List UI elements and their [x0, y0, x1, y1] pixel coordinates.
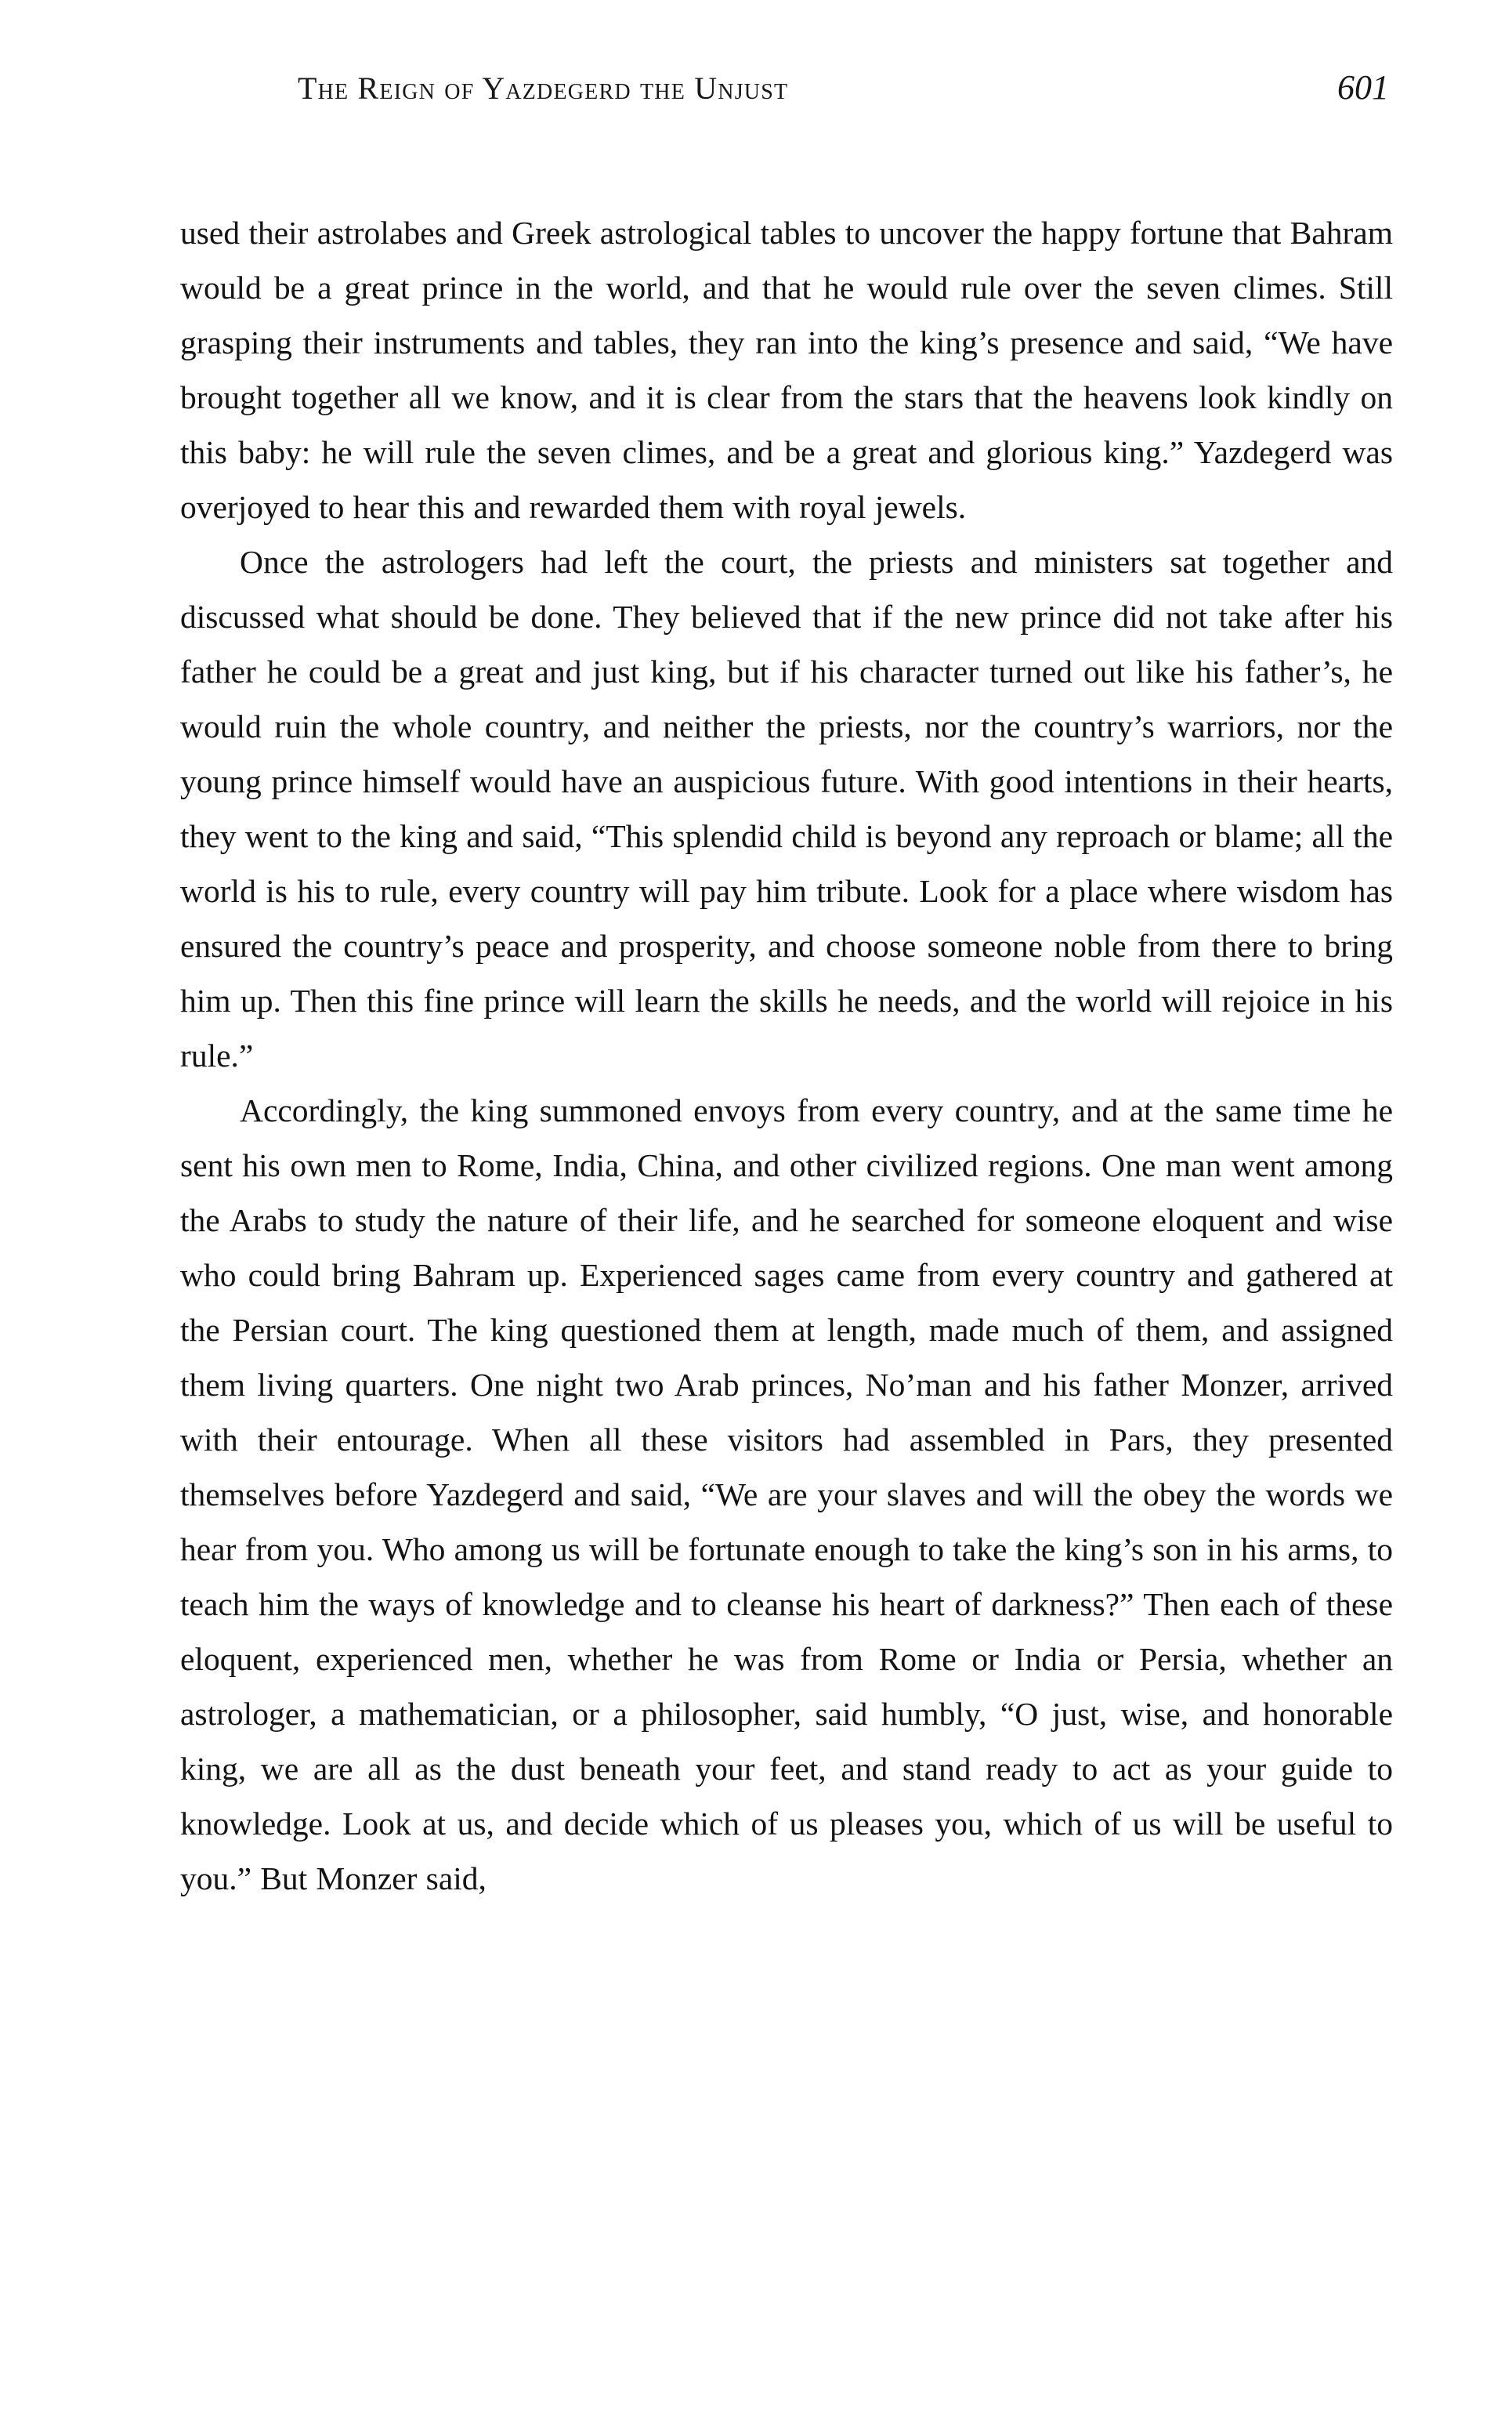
running-head-title: The Reign of Yazdegerd the Unjust — [298, 71, 789, 106]
body-text-block — [180, 205, 1393, 1906]
paragraph: used their astrolabes and Greek astrological tables to uncover the happy fortune that Bahram would be a great prince in the world, and that he would rule over the seven climes. Still grasping their instruments and tables, they ran into the king’s presence and said, “We have brought together all we know, and it is clear from the stars that the heavens look kindly on this baby: he will rule the seven climes, and be a great and glorious king.” Yazdegerd was overjoyed to hear this and rewarded them with royal jewels. — [180, 215, 1393, 525]
paragraph: Once the astrologers had left the court, the priests and ministers sat together and discussed what should be done. They believed that if the new prince did not take after his father he could be a great and just king, but if his character turned out like his father’s, he would ruin the whole country, and neither the priests, nor the country’s warriors, nor the young prince himself would have an auspicious future. With good intentions in their hearts, they went to the king and said, “This splendid child is beyond any reproach or blame; all the world is his to rule, every country will pay him tribute. Look for a place where wisdom has ensured the country’s peace and prosperity, and choose someone noble from there to bring him up. Then this fine prince will learn the skills he needs, and the world will rejoice in his rule.” — [180, 544, 1393, 1074]
running-head — [180, 67, 1391, 114]
paragraph: Accordingly, the king summoned envoys from every country, and at the same time he sent his own men to Rome, India, China, and other civilized regions. One man went among the Arabs to study the nature of their life, and he searched for someone eloquent and wise who could bring Bahram up. Experienced sages came from every country and gathered at the Persian court. The king questioned them at length, made much of them, and assigned them living quarters. One night two Arab princes, No’man and his father Monzer, arrived with their entourage. When all these visitors had assembled in Pars, they presented themselves before Yazdegerd and said, “We are your slaves and will the obey the words we hear from you. Who among us will be fortunate enough to take the king’s son in his arms, to teach him the ways of knowledge and to cleanse his heart of darkness?” Then each of these eloquent, experienced men, whether he was from Rome or India or Persia, whether an astrologer, a mathematician, or a philosopher, said humbly, “O just, wise, and honorable king, we are all as the dust beneath your feet, and stand ready to act as your guide to knowledge. Look at us, and decide which of us pleases you, which of us will be useful to you.” But Monzer said, — [180, 1092, 1393, 1896]
page-number: 601 — [1337, 68, 1389, 107]
